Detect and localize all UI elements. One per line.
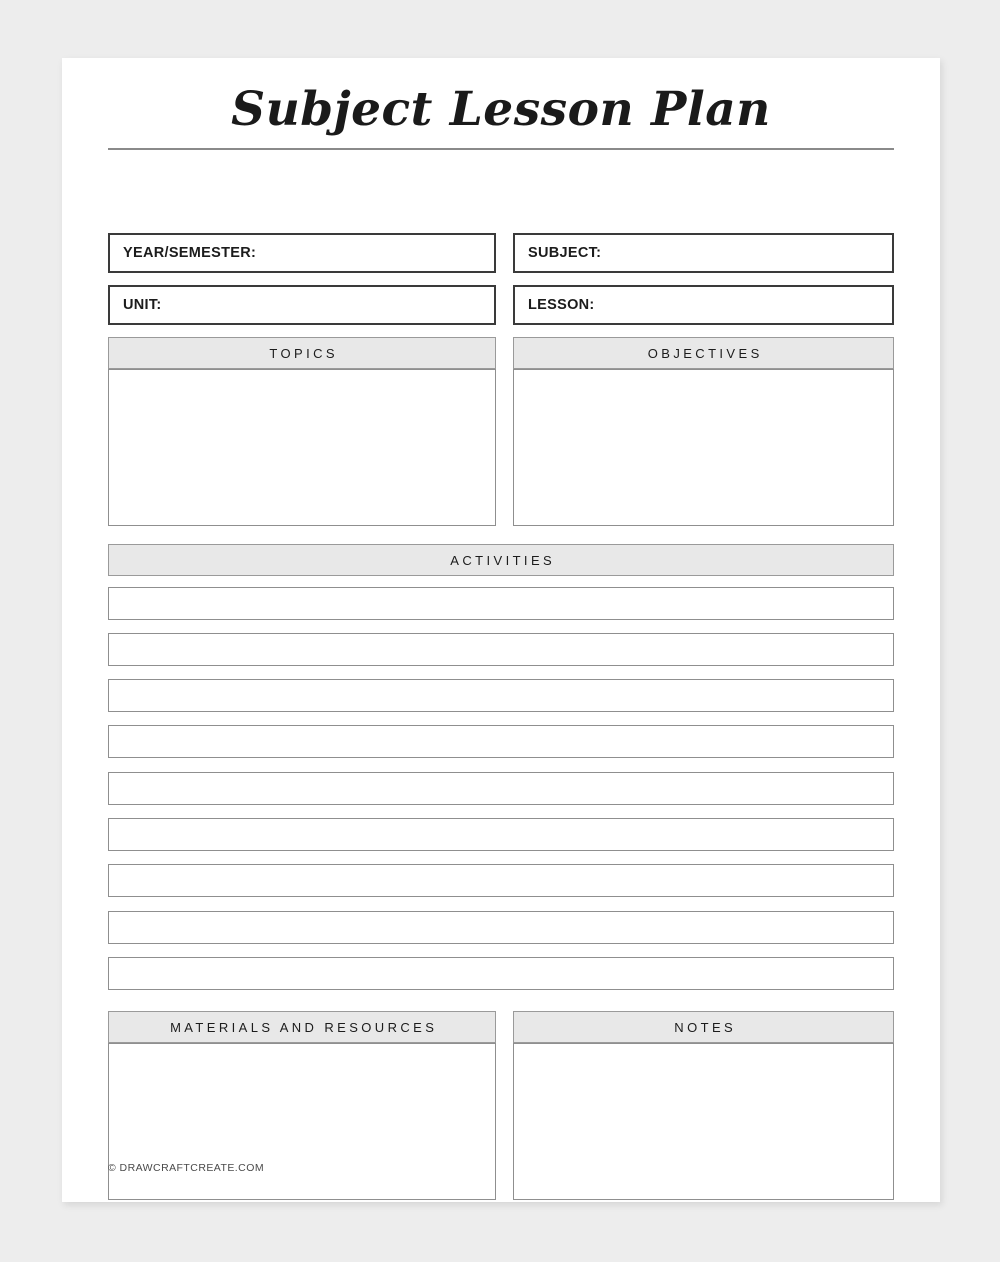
field-label-unit: UNIT: [123,297,162,313]
page-content [108,58,894,1202]
panel-topics[interactable] [108,369,496,526]
section-header-objectives [513,337,894,369]
field-lesson[interactable] [513,285,894,325]
section-header-activities-label: ACTIVITIES [450,552,556,568]
activity-row[interactable] [108,911,894,944]
field-label-subject: SUBJECT: [528,245,602,261]
printable-page [62,58,940,1202]
title-divider [108,148,894,150]
activity-row[interactable] [108,957,894,990]
activity-row[interactable] [108,633,894,666]
footer-credit: © DRAWCRAFTCREATE.COM [108,1162,265,1174]
page-title: Subject Lesson Plan [231,82,771,137]
section-header-materials-label: MATERIALS AND RESOURCES [170,1019,438,1035]
field-label-lesson: LESSON: [528,297,595,313]
panel-notes[interactable] [513,1043,894,1200]
field-subject[interactable] [513,233,894,273]
section-header-notes [513,1011,894,1043]
activity-row[interactable] [108,772,894,805]
section-header-topics [108,337,496,369]
panel-objectives[interactable] [513,369,894,526]
section-header-activities [108,544,894,576]
section-header-materials [108,1011,496,1043]
field-label-year-semester: YEAR/SEMESTER: [123,245,257,261]
activity-row[interactable] [108,864,894,897]
activity-row[interactable] [108,818,894,851]
field-year-semester[interactable] [108,233,496,273]
field-unit[interactable] [108,285,496,325]
section-header-objectives-label: OBJECTIVES [647,345,763,361]
activity-row[interactable] [108,587,894,620]
section-header-topics-label: TOPICS [269,345,338,361]
activity-row[interactable] [108,679,894,712]
panel-materials[interactable] [108,1043,496,1200]
section-header-notes-label: NOTES [674,1019,737,1035]
activity-row[interactable] [108,725,894,758]
